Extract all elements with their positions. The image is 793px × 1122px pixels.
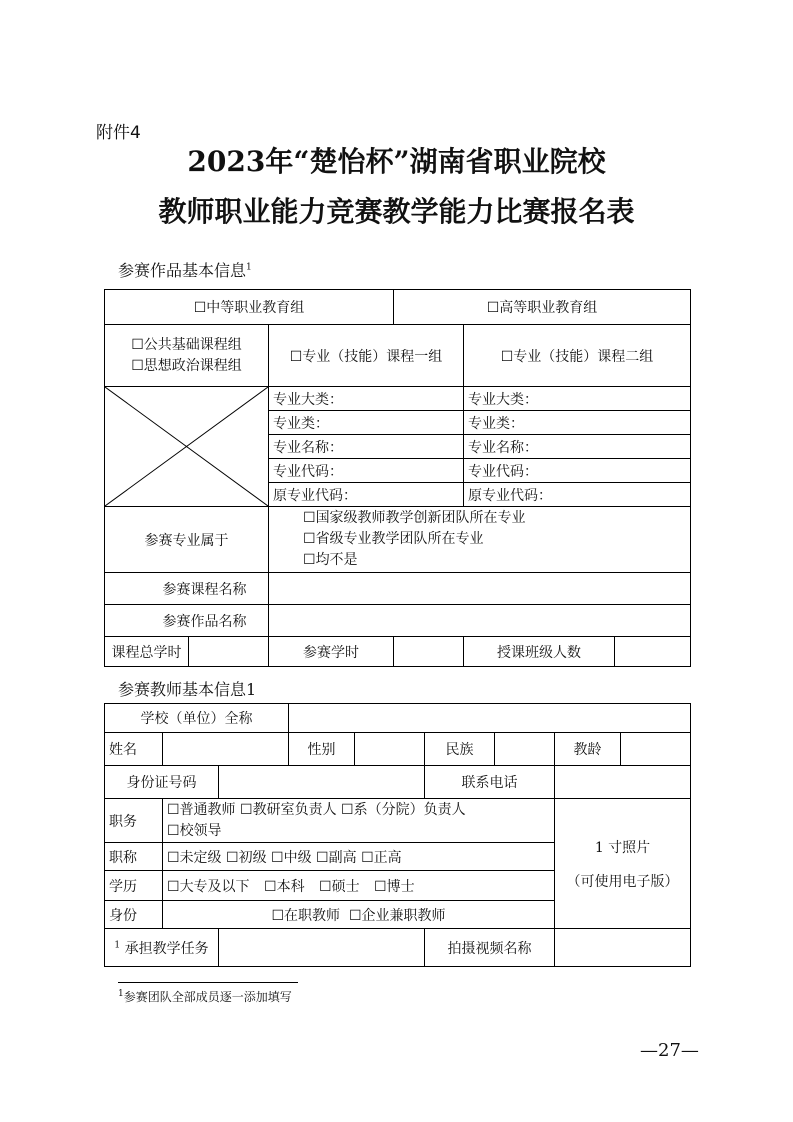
checkbox-icon[interactable] bbox=[271, 908, 284, 924]
position-label: 职务 bbox=[105, 799, 163, 843]
teaching-task-field[interactable] bbox=[219, 929, 425, 967]
group-two-major-category[interactable]: 专业大类： bbox=[464, 387, 691, 411]
teaching-years-field[interactable] bbox=[621, 733, 691, 766]
education-option-college[interactable]: ☐ 大专及以下 bbox=[167, 879, 250, 895]
prof-two-label: 专业（技能）课程二组 bbox=[513, 348, 654, 365]
contest-hours-field[interactable] bbox=[394, 637, 464, 667]
school-field[interactable] bbox=[289, 704, 691, 733]
secondary-vocational-group[interactable] bbox=[105, 290, 394, 325]
contest-hours-label: 参赛学时 bbox=[269, 637, 394, 667]
higher-group-label: 高等职业教育组 bbox=[499, 300, 598, 316]
checkbox-icon[interactable] bbox=[167, 879, 180, 895]
teacher-section-heading: 参赛教师基本信息1 bbox=[118, 680, 257, 699]
group-one-original-major-code[interactable]: 原专业代码： bbox=[269, 483, 464, 507]
checkbox-icon[interactable] bbox=[271, 850, 284, 866]
teaching-task-label: 承担教学任务 bbox=[124, 940, 209, 957]
works-section-label: 参赛作品基本信息 bbox=[118, 261, 247, 280]
checkbox-icon[interactable] bbox=[303, 531, 316, 547]
checkbox-icon[interactable] bbox=[167, 823, 180, 839]
checkbox-icon[interactable] bbox=[264, 879, 277, 895]
title-label: 职称 bbox=[105, 843, 163, 871]
ideology-option[interactable]: ☐ 思想政治课程组 bbox=[109, 356, 264, 377]
phone-label: 联系电话 bbox=[425, 766, 555, 799]
position-option-school-leader[interactable]: ☐ 校领导 bbox=[167, 823, 222, 839]
belongs-option-neither[interactable]: ☐ 均不是 bbox=[303, 550, 686, 571]
checkbox-icon[interactable] bbox=[226, 850, 239, 866]
checkbox-icon[interactable] bbox=[316, 850, 329, 866]
footnote-text: 参赛团队全部成员逐一添加填写 bbox=[123, 990, 292, 1004]
title-option-junior[interactable]: ☐ 初级 bbox=[226, 850, 267, 866]
group-two-original-major-code[interactable]: 原专业代码： bbox=[464, 483, 691, 507]
group-two-major-code[interactable]: 专业代码： bbox=[464, 459, 691, 483]
photo-size-label: 1 寸照片 bbox=[594, 839, 651, 856]
phone-field[interactable] bbox=[555, 766, 691, 799]
title-option-associate-senior[interactable]: ☐ 副高 bbox=[316, 850, 357, 866]
secondary-group-label: 中等职业教育组 bbox=[206, 300, 305, 316]
class-size-field[interactable] bbox=[615, 637, 691, 667]
checkbox-icon[interactable] bbox=[487, 300, 500, 316]
form-title-line2: 教师职业能力竞赛教学能力比赛报名表 bbox=[158, 195, 635, 228]
id-number-field[interactable] bbox=[219, 766, 425, 799]
title-options bbox=[163, 843, 555, 871]
footnote bbox=[118, 988, 292, 1005]
checkbox-icon[interactable] bbox=[319, 879, 332, 895]
checkbox-icon[interactable] bbox=[167, 850, 180, 866]
major-belongs-label: 参赛专业属于 bbox=[105, 507, 269, 573]
cross-out-icon bbox=[105, 387, 268, 506]
prof-one-label: 专业（技能）课程一组 bbox=[302, 348, 443, 365]
not-applicable-cross-cell bbox=[105, 387, 269, 507]
position-option-regular[interactable]: ☐ 普通教师 bbox=[167, 802, 236, 818]
position-options bbox=[163, 799, 555, 843]
title-option-intermediate[interactable]: ☐ 中级 bbox=[271, 850, 312, 866]
checkbox-icon[interactable] bbox=[303, 510, 316, 526]
name-field[interactable] bbox=[163, 733, 289, 766]
photo-cell[interactable] bbox=[555, 799, 691, 929]
total-hours-field[interactable] bbox=[189, 637, 269, 667]
name-label: 姓名 bbox=[105, 733, 163, 766]
group-one-major-class[interactable]: 专业类： bbox=[269, 411, 464, 435]
course-name-field[interactable] bbox=[269, 573, 691, 605]
checkbox-icon[interactable] bbox=[341, 802, 354, 818]
checkbox-icon[interactable] bbox=[240, 802, 253, 818]
public-basic-option[interactable]: ☐ 公共基础课程组 bbox=[109, 335, 264, 356]
gender-label: 性别 bbox=[289, 733, 355, 766]
teacher-info-table bbox=[104, 703, 691, 967]
class-size-label: 授课班级人数 bbox=[464, 637, 615, 667]
total-hours-label: 课程总学时 bbox=[105, 637, 189, 667]
belongs-option-national[interactable]: ☐ 国家级教师教学创新团队所在专业 bbox=[303, 508, 686, 529]
major-belongs-options bbox=[269, 507, 691, 573]
teaching-years-label: 教龄 bbox=[555, 733, 621, 766]
photo-electronic-note: （可使用电子版） bbox=[566, 873, 679, 890]
work-name-field[interactable] bbox=[269, 605, 691, 637]
group-one-major-code[interactable]: 专业代码： bbox=[269, 459, 464, 483]
identity-options bbox=[163, 901, 555, 929]
checkbox-icon[interactable] bbox=[194, 300, 207, 316]
gender-field[interactable] bbox=[355, 733, 425, 766]
works-info-table bbox=[104, 289, 691, 667]
checkbox-icon[interactable] bbox=[167, 802, 180, 818]
work-name-label: 参赛作品名称 bbox=[105, 605, 269, 637]
works-section-heading bbox=[118, 258, 252, 281]
group-one-major-category[interactable]: 专业大类： bbox=[269, 387, 464, 411]
professional-group-one[interactable] bbox=[269, 325, 464, 387]
course-name-label: 参赛课程名称 bbox=[105, 573, 269, 605]
checkbox-icon[interactable] bbox=[131, 358, 144, 374]
teaching-task-label-cell bbox=[105, 929, 219, 967]
id-number-label: 身份证号码 bbox=[105, 766, 219, 799]
ethnicity-field[interactable] bbox=[495, 733, 555, 766]
checkbox-icon[interactable] bbox=[131, 337, 144, 353]
video-name-field[interactable] bbox=[555, 929, 691, 967]
identity-option-enterprise[interactable]: ☐ 企业兼职教师 bbox=[349, 908, 446, 924]
education-label: 学历 bbox=[105, 871, 163, 901]
teaching-task-footnote-mark: 1 bbox=[114, 939, 121, 950]
works-section-footnote-mark: 1 bbox=[246, 262, 252, 273]
education-option-doctor[interactable]: ☐ 博士 bbox=[374, 879, 415, 895]
group-two-major-class[interactable]: 专业类： bbox=[464, 411, 691, 435]
education-options bbox=[163, 871, 555, 901]
title-option-senior[interactable]: ☐ 正高 bbox=[361, 850, 402, 866]
belongs-option-provincial[interactable]: ☐ 省级专业教学团队所在专业 bbox=[303, 529, 686, 550]
group-one-major-name[interactable]: 专业名称： bbox=[269, 435, 464, 459]
professional-group-two[interactable] bbox=[464, 325, 691, 387]
checkbox-icon[interactable] bbox=[374, 879, 387, 895]
basic-course-groups bbox=[105, 325, 269, 387]
footnote-divider bbox=[118, 982, 298, 983]
footnote-mark: 1 bbox=[118, 989, 124, 999]
school-label: 学校（单位）全称 bbox=[105, 704, 289, 733]
page-number: —27— bbox=[640, 1040, 699, 1061]
identity-label: 身份 bbox=[105, 901, 163, 929]
education-option-bachelor[interactable]: ☐ 本科 bbox=[264, 879, 305, 895]
checkbox-icon[interactable] bbox=[349, 908, 362, 924]
group-two-major-name[interactable]: 专业名称： bbox=[464, 435, 691, 459]
ethnicity-label: 民族 bbox=[425, 733, 495, 766]
identity-option-full-time[interactable]: ☐ 在职教师 bbox=[271, 908, 340, 924]
checkbox-icon[interactable] bbox=[361, 850, 374, 866]
higher-vocational-group[interactable] bbox=[394, 290, 691, 325]
video-name-label: 拍摄视频名称 bbox=[425, 929, 555, 967]
checkbox-icon[interactable] bbox=[290, 349, 303, 365]
checkbox-icon[interactable] bbox=[303, 552, 316, 568]
education-option-master[interactable]: ☐ 硕士 bbox=[319, 879, 360, 895]
attachment-label: 附件4 bbox=[96, 123, 141, 143]
position-option-office-head[interactable]: ☐ 教研室负责人 bbox=[240, 802, 337, 818]
position-option-department-head[interactable]: ☐ 系（分院）负责人 bbox=[341, 802, 466, 818]
title-option-unrated[interactable]: ☐ 未定级 bbox=[167, 850, 222, 866]
form-title-line1: 2023年“楚怡杯”湖南省职业院校 bbox=[187, 145, 606, 178]
checkbox-icon[interactable] bbox=[501, 349, 514, 365]
